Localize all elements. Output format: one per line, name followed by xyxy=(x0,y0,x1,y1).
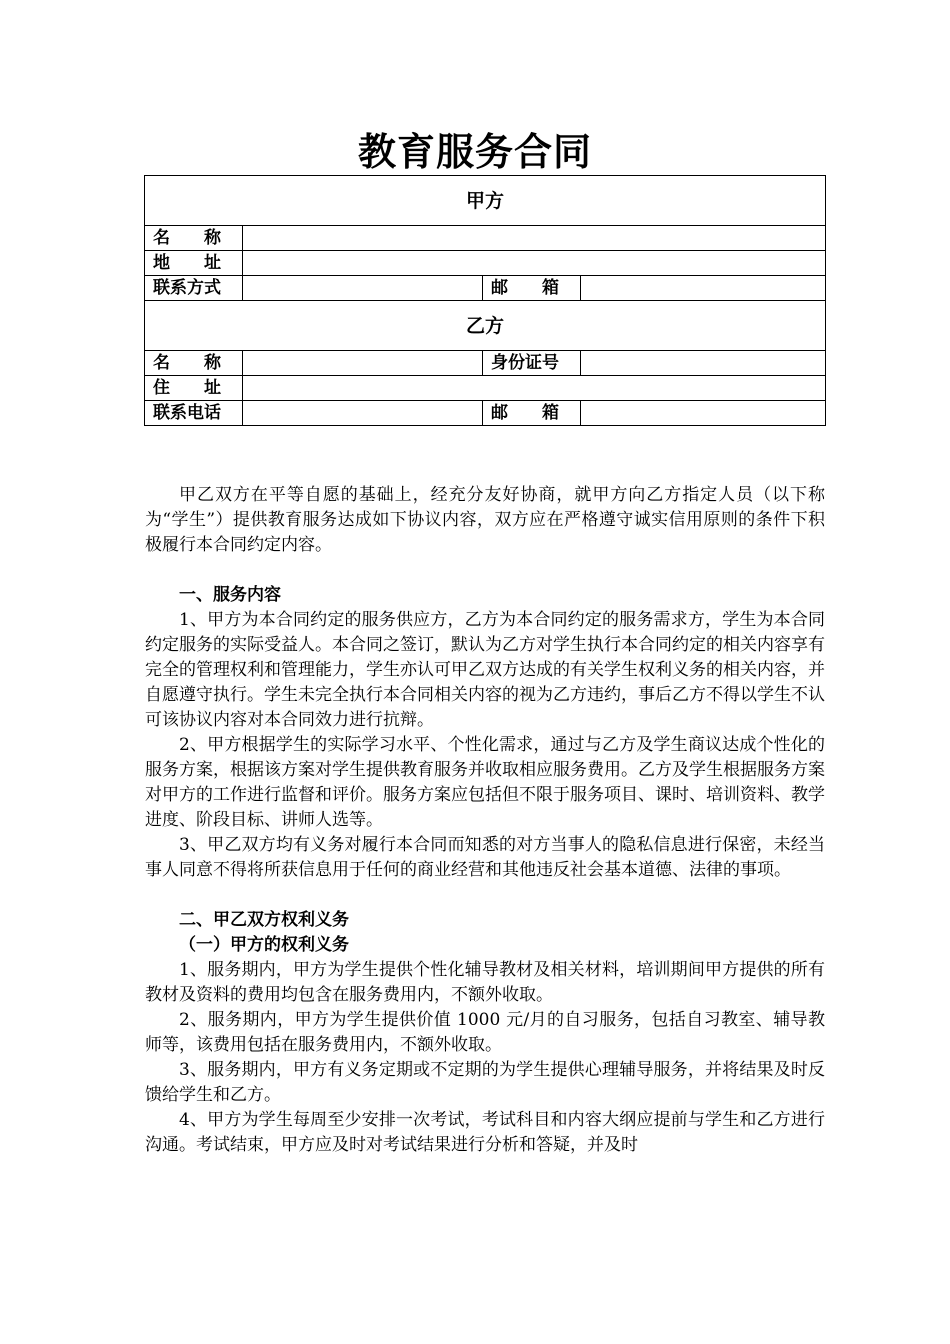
section1-item: 1、甲方为本合同约定的服务供应方，乙方为本合同约定的服务需求方，学生为本合同约定服务的实际受益人。本合同之签订，默认为乙方对学生执行本合同约定的相关内容享有完全的管理权利和管理能力，学生亦认可甲乙双方达成的有关学生权利义务的相关内容，并自愿遵守执行。学生未完全执行本合同相关内容的视为乙方违约，事后乙方不得以学生不认可该协议内容对本合同效力进行抗辩。 xyxy=(145,610,825,730)
document-title: 教育服务合同 xyxy=(357,130,592,174)
section1-item: 3、甲乙双方均有义务对履行本合同而知悉的对方当事人的隐私信息进行保密，未经当事人同意不得将所获信息用于任何的商业经营和其他违反社会基本道德、法律的事项。 xyxy=(145,835,825,880)
section1-item: 2、甲方根据学生的实际学习水平、个性化需求，通过与乙方及学生商议达成个性化的服务方案，根据该方案对学生提供教育服务并收取相应服务费用。乙方及学生根据服务方案对甲方的工作进行监督和评价。服务方案应包括但不限于服务项目、课时、培训资料、教学进度、阶段目标、讲师人选等。 xyxy=(145,735,825,830)
party-a-contact-label: 联系方式 xyxy=(145,276,243,301)
section2-item: 3、服务期内，甲方有义务定期或不定期的为学生提供心理辅导服务，并将结果及时反馈给学生和乙方。 xyxy=(145,1060,825,1105)
section2-item: 4、甲方为学生每周至少安排一次考试，考试科目和内容大纲应提前与学生和乙方进行沟通。考试结束，甲方应及时对考试结果进行分析和答疑，并及时 xyxy=(145,1110,825,1155)
contract-body xyxy=(145,483,825,1158)
party-b-phone-label: 联系电话 xyxy=(145,401,243,426)
party-b-email-field[interactable] xyxy=(581,401,826,426)
party-b-name-field[interactable] xyxy=(243,351,483,376)
section1-heading: 一、服务内容 xyxy=(179,585,281,605)
intro-paragraph: 甲乙双方在平等自愿的基础上，经充分友好协商，就甲方向乙方指定人员（以下称为“学生”）提供教育服务达成如下协议内容，双方应在严格遵守诚实信用原则的条件下积极履行本合同约定内容。 xyxy=(145,485,825,555)
party-info-table xyxy=(144,175,826,426)
party-a-name-field[interactable] xyxy=(243,226,826,251)
party-a-header: 甲方 xyxy=(145,176,826,226)
party-b-residence-field[interactable] xyxy=(243,376,826,401)
party-a-email-label: 邮 箱 xyxy=(483,276,581,301)
party-b-email-label: 邮 箱 xyxy=(483,401,581,426)
party-b-id-field[interactable] xyxy=(581,351,826,376)
party-b-header: 乙方 xyxy=(145,301,826,351)
party-a-address-label: 地 址 xyxy=(145,251,243,276)
section2-heading: 二、甲乙双方权利义务 xyxy=(179,910,349,930)
party-b-residence-label: 住 址 xyxy=(145,376,243,401)
party-b-phone-field[interactable] xyxy=(243,401,483,426)
section2-subheading: （一）甲方的权利义务 xyxy=(179,935,349,955)
party-a-address-field[interactable] xyxy=(243,251,826,276)
section2-item: 1、服务期内，甲方为学生提供个性化辅导教材及相关材料，培训期间甲方提供的所有教材及资料的费用均包含在服务费用内，不额外收取。 xyxy=(145,960,825,1005)
party-a-name-label: 名 称 xyxy=(145,226,243,251)
party-b-name-label: 名 称 xyxy=(145,351,243,376)
party-b-id-label: 身份证号 xyxy=(483,351,581,376)
party-a-email-field[interactable] xyxy=(581,276,826,301)
party-a-contact-field[interactable] xyxy=(243,276,483,301)
section2-item: 2、服务期内，甲方为学生提供价值 1000 元/月的自习服务，包括自习教室、辅导教师等，该费用包括在服务费用内，不额外收取。 xyxy=(145,1010,825,1055)
